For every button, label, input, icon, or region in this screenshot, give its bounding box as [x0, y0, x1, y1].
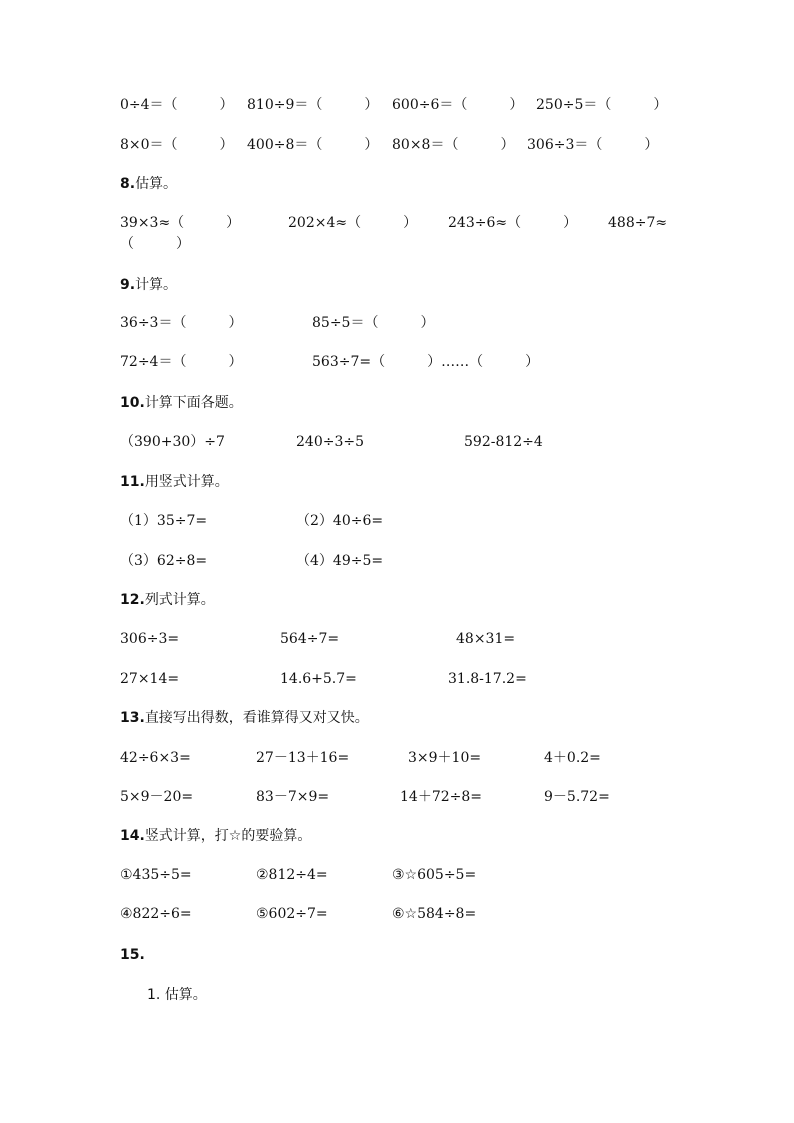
problem-item: 27×14= — [120, 671, 180, 687]
problem-row — [120, 316, 734, 336]
section-number: 12. — [120, 592, 145, 608]
problem-item: 5×9－20= — [120, 789, 194, 805]
problem-item: 563÷7=（ ）……（ ） — [312, 354, 540, 370]
section-number: 10. — [120, 395, 145, 411]
problem-item: 42÷6×3= — [120, 750, 191, 766]
problem-item: 243÷6≈（ ） — [448, 215, 578, 231]
section-heading — [120, 177, 177, 197]
answer-blank: （ ） — [120, 236, 190, 252]
problem-item: 810÷9＝（ ） — [247, 97, 379, 113]
problem-row — [120, 435, 734, 455]
problem-item: （2）40÷6= — [296, 513, 384, 529]
problem-item: 27－13＋16= — [256, 750, 350, 766]
problem-row — [120, 554, 734, 574]
section-title: 估算。 — [135, 176, 178, 192]
section-heading — [120, 396, 243, 416]
problem-row — [120, 907, 734, 927]
problem-item: 600÷6＝（ ） — [392, 97, 524, 113]
section-title: 竖式计算，打☆的要验算。 — [144, 828, 312, 844]
section-number: 8. — [120, 176, 136, 192]
section-number: 13. — [120, 710, 145, 726]
problem-row — [120, 790, 734, 810]
section-heading — [120, 593, 215, 613]
problem-row — [120, 355, 734, 375]
problem-item: ⑤602÷7= — [256, 906, 328, 922]
section-number: 14. — [120, 828, 145, 844]
section-title: 计算。 — [135, 277, 178, 293]
problem-item: 14.6+5.7= — [280, 671, 357, 687]
section-title: 列式计算。 — [144, 592, 215, 608]
problem-item: ④822÷6= — [120, 906, 192, 922]
problem-item: 36÷3＝（ ） — [120, 315, 243, 331]
problem-item: 39×3≈（ ） — [120, 215, 241, 231]
section-heading — [120, 711, 369, 731]
section-number: 15. — [120, 947, 145, 963]
section-heading — [120, 475, 229, 495]
problem-item: 250÷5＝（ ） — [536, 97, 668, 113]
problem-row — [120, 751, 734, 771]
problem-item: 3×9＋10= — [408, 750, 482, 766]
section-title: 计算下面各题。 — [144, 395, 243, 411]
problem-item: 306÷3= — [120, 631, 180, 647]
problem-row — [120, 868, 734, 888]
problem-item: 488÷7≈ — [608, 215, 668, 231]
problem-item: 48×31= — [456, 631, 516, 647]
problem-row — [120, 98, 734, 118]
problem-item: （390+30）÷7 — [120, 434, 225, 450]
subsection-title: 1. 估算。 — [147, 987, 207, 1003]
section-number: 11. — [120, 474, 145, 490]
problem-item: 592-812÷4 — [464, 434, 543, 450]
problem-item: 85÷5＝（ ） — [312, 315, 435, 331]
problem-item: ①435÷5= — [120, 867, 192, 883]
problem-item: （1）35÷7= — [120, 513, 208, 529]
problem-item: （3）62÷8= — [120, 553, 208, 569]
problem-item: ③☆605÷5= — [392, 867, 477, 883]
section-heading — [120, 829, 311, 849]
problem-item: 202×4≈（ ） — [288, 215, 418, 231]
problem-item: 240÷3÷5 — [296, 434, 364, 450]
problem-item: 72÷4＝（ ） — [120, 354, 243, 370]
problem-item: ⑥☆584÷8= — [392, 906, 477, 922]
problem-item: 8×0＝（ ） — [120, 137, 234, 153]
section-title: 用竖式计算。 — [144, 474, 229, 490]
problem-item: 14＋72÷8= — [400, 789, 482, 805]
section-heading — [120, 948, 145, 968]
problem-row — [120, 138, 734, 158]
problem-row — [120, 216, 734, 236]
problem-item: ②812÷4= — [256, 867, 328, 883]
problem-item: 564÷7= — [280, 631, 340, 647]
problem-row — [120, 632, 734, 652]
section-number: 9. — [120, 277, 136, 293]
problem-item: 0÷4＝（ ） — [120, 97, 234, 113]
problem-item: 4＋0.2= — [544, 750, 601, 766]
problem-item: 9－5.72= — [544, 789, 610, 805]
problem-item: 83－7×9= — [256, 789, 330, 805]
problem-item: 31.8-17.2= — [448, 671, 527, 687]
problem-item: （4）49÷5= — [296, 553, 384, 569]
problem-row — [120, 514, 734, 534]
section-title: 直接写出得数，看谁算得又对又快。 — [144, 710, 369, 726]
subsection-heading — [147, 988, 207, 1008]
section-heading — [120, 278, 177, 298]
problem-item: 400÷8＝（ ） — [247, 137, 379, 153]
problem-row — [120, 672, 734, 692]
problem-item: 80×8＝（ ） — [392, 137, 515, 153]
problem-item: 306÷3＝（ ） — [527, 137, 659, 153]
problem-row-wrap — [120, 237, 734, 257]
